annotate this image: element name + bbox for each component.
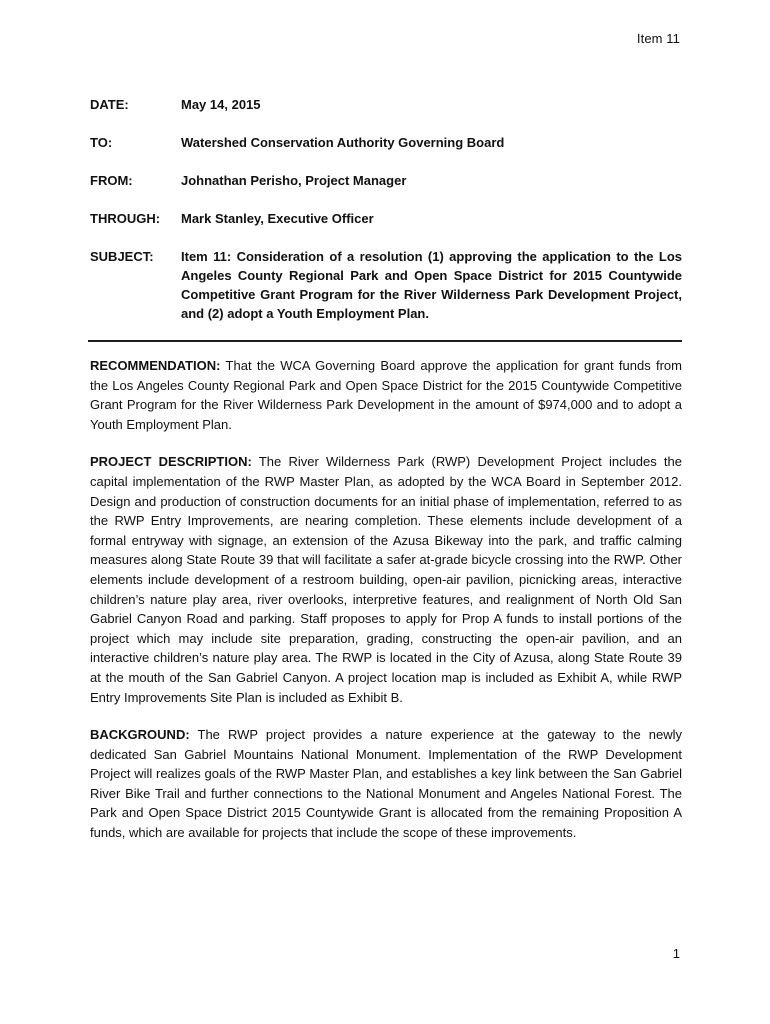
memo-row-date bbox=[90, 95, 682, 114]
to-value: Watershed Conservation Authority Governing Board bbox=[181, 135, 505, 150]
background-paragraph bbox=[90, 725, 682, 843]
from-value: Johnathan Perisho, Project Manager bbox=[181, 173, 407, 188]
memo-header bbox=[90, 95, 682, 323]
header-divider bbox=[88, 340, 682, 342]
recommendation-heading: RECOMMENDATION: bbox=[90, 358, 221, 373]
from-label: FROM: bbox=[90, 173, 133, 188]
project-description-heading: PROJECT DESCRIPTION: bbox=[90, 454, 252, 470]
through-value: Mark Stanley, Executive Officer bbox=[181, 211, 374, 226]
project-description-paragraph bbox=[90, 452, 682, 707]
recommendation-paragraph bbox=[90, 356, 682, 434]
memo-row-subject bbox=[90, 247, 682, 323]
date-value: May 14, 2015 bbox=[181, 97, 261, 112]
through-label: THROUGH: bbox=[90, 211, 161, 226]
subject-value: Item 11: Consideration of a resolution (1) approving the application to the Los Angeles County Regional Park and Open Space District for 2015 Countywide Competitive Grant Program for the River Wilderness Park Development Project, and (2) adopt a Youth Employment Plan. bbox=[181, 249, 682, 321]
memo-row-from bbox=[90, 171, 682, 190]
to-label: TO: bbox=[90, 135, 113, 150]
background-heading: BACKGROUND: bbox=[90, 727, 190, 743]
memo-row-through bbox=[90, 209, 682, 228]
subject-label: SUBJECT: bbox=[90, 249, 154, 264]
page-number: 1 bbox=[672, 946, 680, 961]
date-label: DATE: bbox=[90, 97, 129, 112]
item-tag: Item 11 bbox=[636, 31, 680, 46]
memo-row-to bbox=[90, 133, 682, 152]
background-text: The RWP project provides a nature experience at the gateway to the newly dedicated San Gabriel Mountains National Monument. Implementation of the RWP Development Project will realizes goals of the RWP Master Plan, and establishes a key link between the San Gabriel River Bike Trail and further connections to the National Monument and Angeles National Forest. The Park and Open Space District 2015 Countywide Grant is allocated from the remaining Proposition A funds, which are available for projects that include the scope of these improvements. bbox=[90, 727, 682, 841]
memo-body bbox=[90, 356, 682, 861]
recommendation-text: That the WCA Governing Board approve the application for grant funds from the Los Angeles County Regional Park and Open Space District for the 2015 Countywide Competitive Grant Program for the River Wilderness Park Development in the amount of $974,000 and to adopt a Youth Employment Plan. bbox=[90, 358, 682, 432]
project-description-text: The River Wilderness Park (RWP) Development Project includes the capital implementation of the RWP Master Plan, as adopted by the WCA Board in September 2012. Design and production of construction documents for an initial phase of implementation, referred to as the RWP Entry Improvements, are nearing completion. These elements include development of a formal entryway with signage, an extension of the Azusa Bikeway into the park, and traffic calming measures along State Route 39 that will facilitate a safer at-grade bicycle crossing into the RWP. Other elements include development of a restroom building, open-air pavilion, picnicking areas, interactive children’s nature play area, river overlooks, interpretive features, and realignment of North Old San Gabriel Canyon Road and parking. Staff proposes to apply for Prop A funds to install portions of the project which may include site preparation, grading, constructing the open-air pavilion, and an interactive children’s nature play area. The RWP is located in the City of Azusa, along State Route 39 at the mouth of the San Gabriel Canyon. A project location map is included as Exhibit A, while RWP Entry Improvements Site Plan is included as Exhibit B. bbox=[90, 454, 682, 705]
